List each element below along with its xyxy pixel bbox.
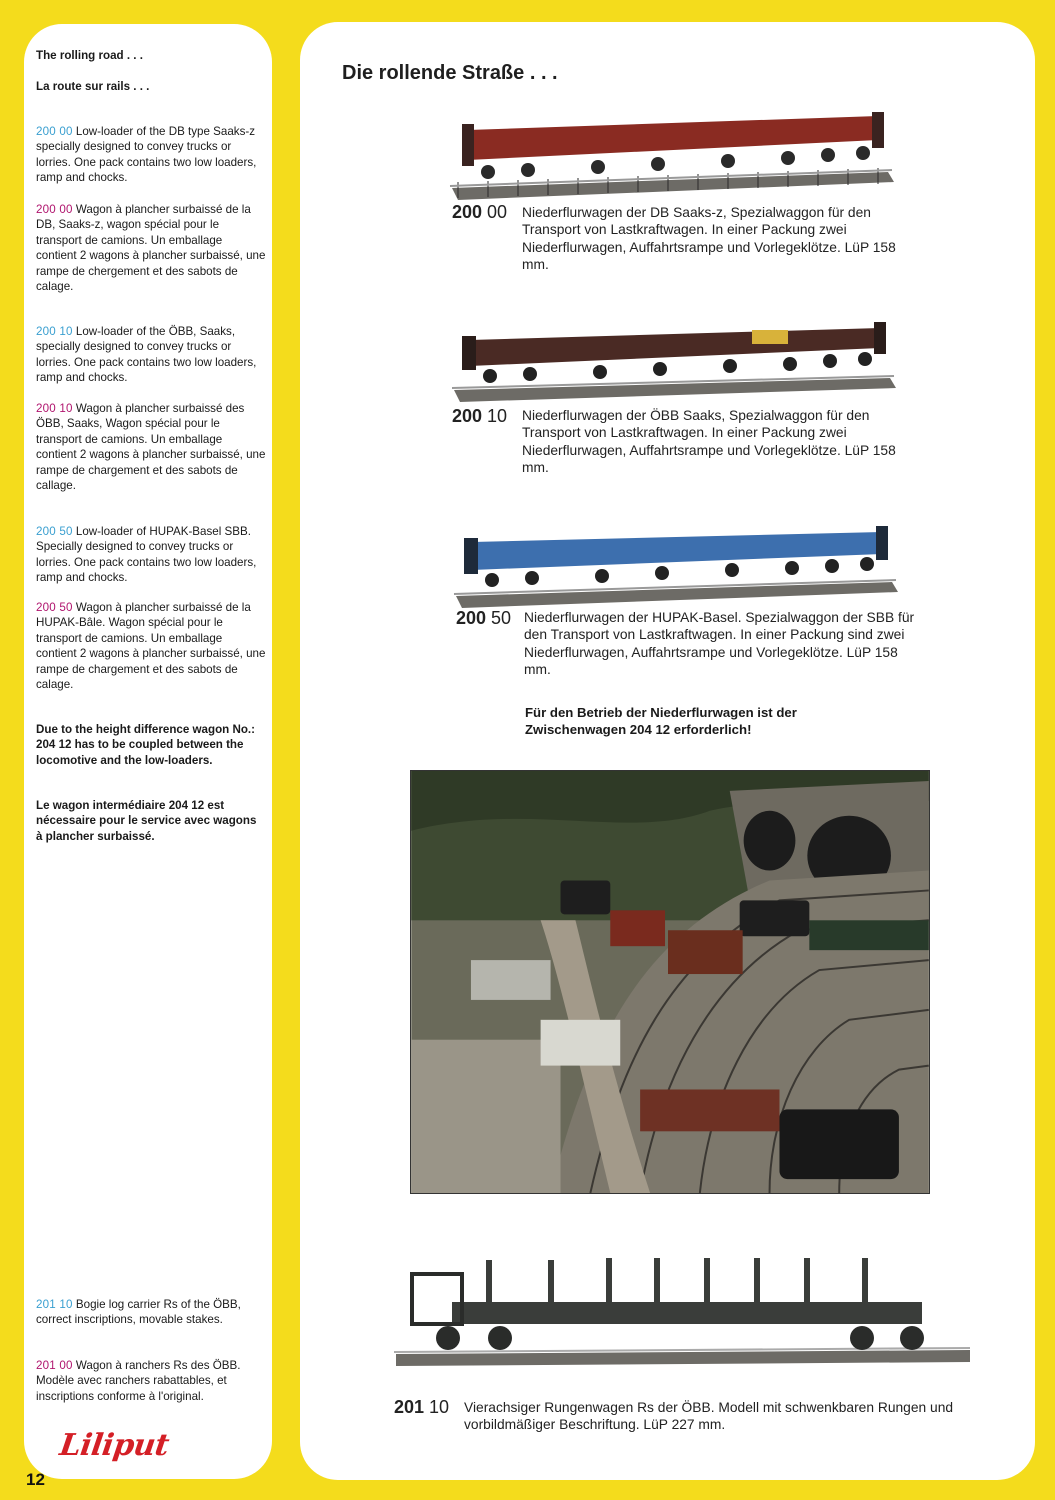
- entry-en-20110: [36, 1297, 266, 1328]
- entry-fr-20050: [36, 600, 266, 692]
- wagon-bogies: [436, 1326, 924, 1350]
- photo-truck: [541, 1020, 621, 1066]
- entry-text: Low-loader of HUPAK-Basel SBB. Specially designed to convey trucks or lorries. One pack contains two low loaders, ramp and chocks.: [36, 525, 257, 585]
- item-number-suffix: 50: [486, 608, 512, 628]
- wagon-end: [462, 124, 474, 166]
- entry-number: 200: [36, 325, 56, 338]
- wagon-stakes: [486, 1258, 868, 1302]
- wagon-end: [462, 336, 476, 370]
- entry-number-suffix: 50: [55, 601, 73, 614]
- item-number-20000: [452, 202, 507, 223]
- wagon-end: [876, 526, 888, 560]
- wagon-20010-image: [450, 314, 900, 404]
- photo-coach: [809, 920, 928, 950]
- photo-truck: [471, 960, 551, 1000]
- note-english: Due to the height difference wagon No.: 204 12 has to be coupled between the locomotive and the low-loaders.: [36, 723, 255, 767]
- entry-text: Low-loader of the ÖBB, Saaks, specially designed to convey trucks or lorries. One pack contains two low loaders, ramp and chocks.: [36, 325, 257, 385]
- entry-number-suffix: 10: [55, 402, 73, 415]
- wagon-end: [874, 322, 886, 354]
- item-number-suffix: 10: [482, 406, 508, 426]
- item-number-20110: [394, 1397, 449, 1418]
- entry-text: Wagon à plancher surbaissé de la HUPAK-Bâle. Wagon spécial pour le transport de camions. Un emballage contient 2 wagons à plancher surbaissé, une rampe de chargement et des sabots de calage.: [36, 601, 266, 692]
- wagon-end: [872, 112, 884, 148]
- wagon-20050-image: [452, 518, 902, 608]
- heading-french: La route sur rails . . .: [36, 80, 150, 93]
- entry-en-20000: [36, 124, 266, 186]
- wagon-body: [470, 328, 880, 366]
- entry-number: 200: [36, 203, 56, 216]
- photo-wagon: [640, 1089, 779, 1131]
- track-ballast: [396, 1350, 970, 1366]
- item-description-20050: Niederflurwagen der HUPAK-Basel. Spezialwaggon der SBB für den Transport von Lastkraftwagen. In einer Packung sind zwei Niederflurwagen, Auffahrtsrampe und Vorlegeklötze. LüP 158 mm.: [524, 610, 915, 678]
- entry-number-suffix: 10: [55, 325, 73, 338]
- wagon-end: [464, 538, 478, 574]
- entry-number-suffix: 10: [55, 1298, 73, 1311]
- photo-locomotive: [779, 1109, 898, 1179]
- entry-number-suffix: 00: [55, 203, 73, 216]
- entry-fr-20010: [36, 401, 266, 493]
- photo-box-wagon: [668, 930, 743, 974]
- entry-text: Bogie log carrier Rs of the ÖBB, correct inscriptions, movable stakes.: [36, 1298, 241, 1327]
- wagon-body: [468, 116, 878, 160]
- entry-number: 200: [36, 125, 56, 138]
- entry-number: 200: [36, 525, 56, 538]
- item-description-20000: Niederflurwagen der DB Saaks-z, Spezialwaggon für den Transport von Lastkraftwagen. In einer Packung zwei Niederflurwagen, Auffahrtsrampe und Vorlegeklötze. LüP 158 mm.: [522, 205, 896, 273]
- item-number-main: 200: [452, 202, 483, 222]
- page-number: 12: [26, 1470, 45, 1489]
- photo-locomotive: [740, 900, 810, 936]
- entry-number: 201: [36, 1298, 56, 1311]
- wagon-20000-image: [448, 110, 898, 200]
- photo-tunnel-portal: [744, 811, 796, 871]
- entry-text: Low-loader of the DB type Saaks-z specially designed to convey trucks or lorries. One pack contains two low loaders, ramp and chocks.: [36, 125, 257, 185]
- wagon-body: [472, 532, 882, 570]
- liliput-logo: Liliput: [57, 1428, 171, 1463]
- wagon-body: [452, 1302, 922, 1324]
- item-number-main: 201: [394, 1397, 425, 1417]
- entry-en-20050: [36, 524, 266, 586]
- layout-photo: [410, 770, 930, 1194]
- left-column-panel: [24, 24, 272, 1479]
- entry-fr-20100: [36, 1358, 266, 1404]
- item-number-main: 200: [452, 406, 483, 426]
- right-column-panel: [300, 22, 1035, 1480]
- entry-number: 200: [36, 601, 56, 614]
- entry-text: Wagon à ranchers Rs des ÖBB. Modèle avec ranchers rabattables, et inscriptions conforme à l'original.: [36, 1359, 241, 1403]
- entry-en-20010: [36, 324, 266, 386]
- item-description-20010: Niederflurwagen der ÖBB Saaks, Spezialwaggon für den Transport von Lastkraftwagen. In einer Packung zwei Niederflurwagen, Auffahrtsrampe und Vorlegeklötze. LüP 158 mm.: [522, 408, 896, 476]
- item-number-suffix: 10: [424, 1397, 450, 1417]
- photo-locomotive: [561, 880, 611, 914]
- photo-box-wagon: [610, 910, 665, 946]
- note-french: Le wagon intermédiaire 204 12 est nécessaire pour le service avec wagons à plancher surbaissé.: [36, 799, 257, 843]
- item-number-suffix: 00: [482, 202, 508, 222]
- track-ballast: [456, 582, 898, 608]
- wagon-label-plate: [752, 330, 788, 344]
- entry-text: Wagon à plancher surbaissé de la DB, Saaks-z, wagon spécial pour le transport de camions. Un emballage contient 2 wagons à plancher surbaissé, une rampe de chergement et des sabots de calage.: [36, 203, 266, 294]
- entry-number: 201: [36, 1359, 56, 1372]
- wagon-20110-image: [392, 1246, 974, 1392]
- coupling-note: Für den Betrieb der Niederflurwagen ist der Zwischenwagen 204 12 erforderlich!: [525, 705, 797, 738]
- entry-number-suffix: 00: [55, 1359, 73, 1372]
- item-number-main: 200: [456, 608, 487, 628]
- item-number-20010: [452, 406, 507, 427]
- entry-number-suffix: 00: [55, 125, 73, 138]
- item-description-20110: Vierachsiger Rungenwagen Rs der ÖBB. Modell mit schwenkbaren Rungen und vorbildmäßiger Beschriftung. LüP 227 mm.: [464, 1400, 954, 1433]
- entry-number: 200: [36, 402, 56, 415]
- photo-platform: [411, 1040, 560, 1193]
- page-title: Die rollende Straße . . .: [342, 62, 558, 84]
- item-number-20050: [456, 608, 511, 629]
- entry-number-suffix: 50: [55, 525, 73, 538]
- entry-text: Wagon à plancher surbaissé des ÖBB, Saaks, Wagon spécial pour le transport de camions. Un emballage contient 2 wagons à plancher surbaissé, une rampe de chargement et des sabots de callage.: [36, 402, 266, 493]
- heading-english: The rolling road . . .: [36, 49, 143, 62]
- entry-fr-20000: [36, 202, 266, 294]
